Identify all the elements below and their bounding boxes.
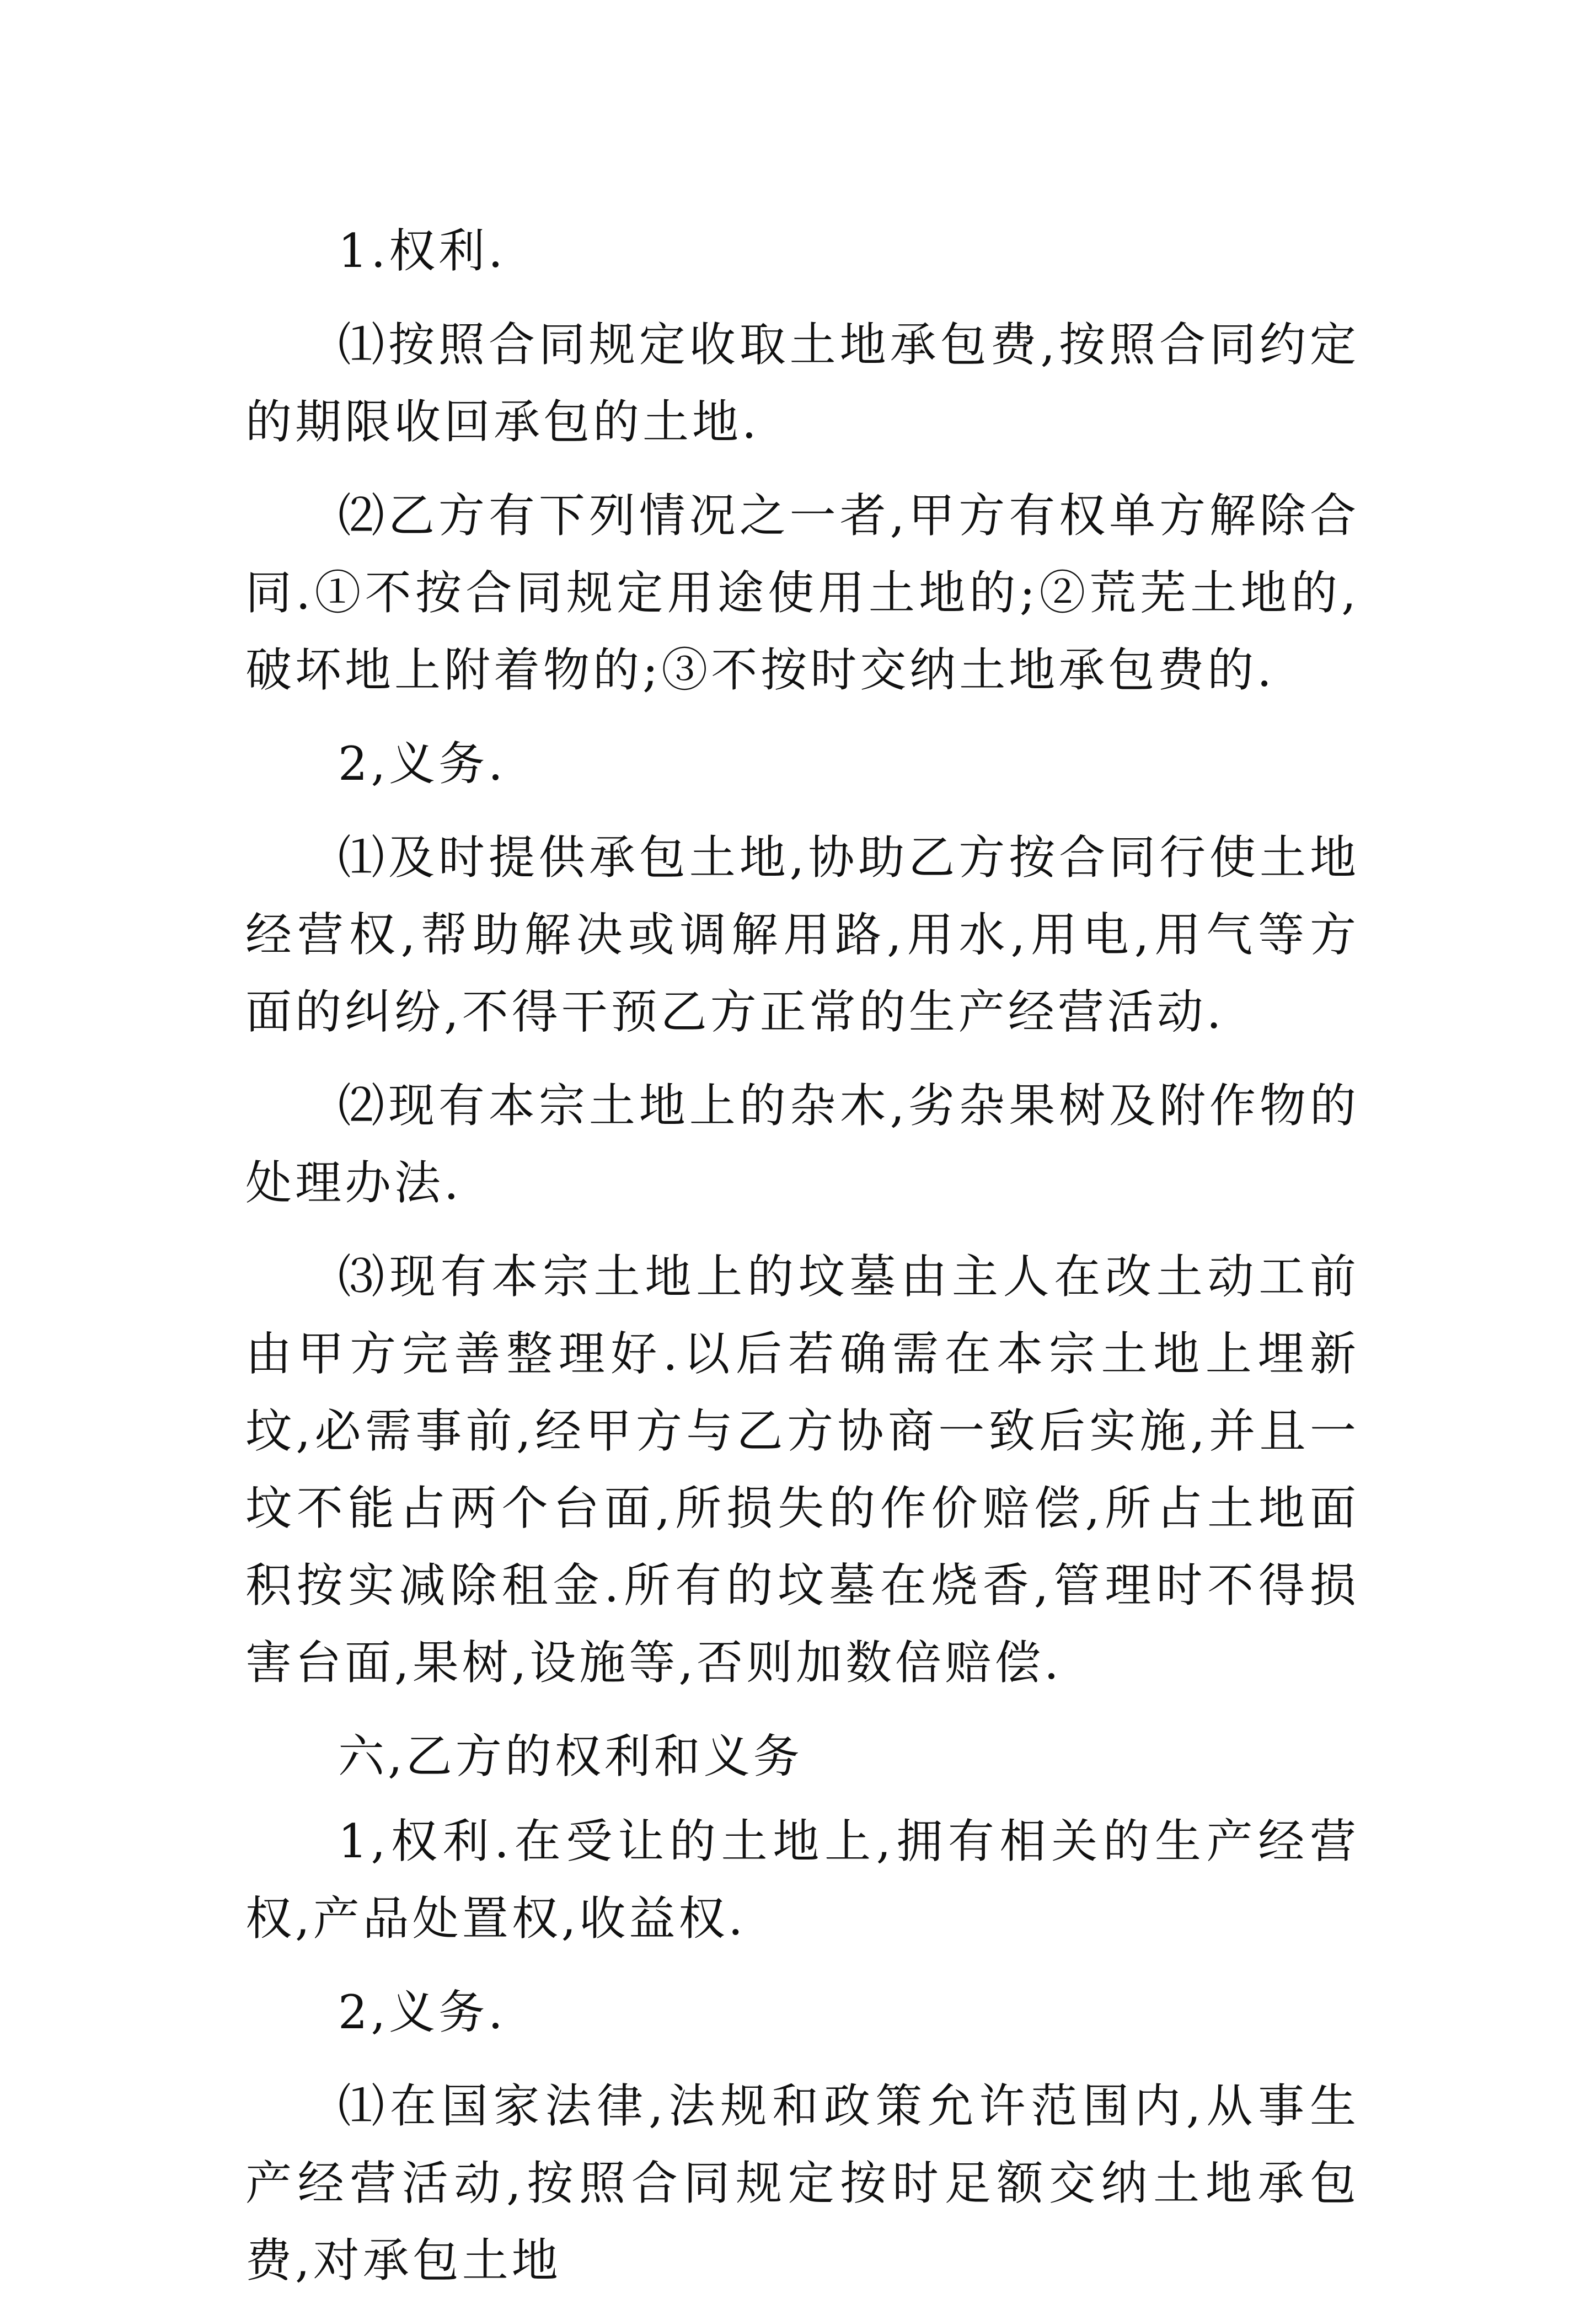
- document-page: [245, 212, 1359, 2299]
- paragraph-party-b-duties-item-1: ⑴在国家法律,法规和政策允许范围内,从事生产经营活动,按照合同规定按时足额交纳土地承包费,对承包土地: [245, 2079, 1359, 2287]
- paragraph-party-b-rights: 1,权利.在受让的土地上,拥有相关的生产经营权,产品处置权,收益权.: [245, 1814, 1359, 1946]
- paragraph-duties-item-2: ⑵现有本宗土地上的杂木,劣杂果树及附作物的处理办法.: [245, 1079, 1359, 1210]
- paragraph-rights-heading: 1.权利.: [338, 224, 506, 278]
- paragraph-party-b-duties-heading: 2,义务.: [338, 1985, 506, 2039]
- paragraph-rights-item-1: ⑴按照合同规定收取土地承包费,按照合同约定的期限收回承包的土地.: [245, 318, 1359, 449]
- paragraph-duties-heading: 2,义务.: [338, 737, 506, 791]
- paragraph-duties-item-3: ⑶现有本宗土地上的坟墓由主人在改土动工前由甲方完善整理好.以后若确需在本宗土地上埋新坟,必需事前,经甲方与乙方协商一致后实施,并且一坟不能占两个台面,所损失的作价赔偿,所占土地面积按实减除租金.所有的坟墓在烧香,管理时不得损害台面,果树,设施等,否则加数倍赔偿.: [245, 1250, 1359, 1690]
- paragraph-rights-item-2: ⑵乙方有下列情况之一者,甲方有权单方解除合同.①不按合同规定用途使用土地的;②荒芜土地的,破坏地上附着物的;③不按时交纳土地承包费的.: [245, 489, 1359, 697]
- paragraph-duties-item-1: ⑴及时提供承包土地,协助乙方按合同行使土地经营权,帮助解决或调解用路,用水,用电,用气等方面的纠纷,不得干预乙方正常的生产经营活动.: [245, 830, 1359, 1039]
- section-heading-party-b: 六,乙方的权利和义务: [338, 1729, 803, 1783]
